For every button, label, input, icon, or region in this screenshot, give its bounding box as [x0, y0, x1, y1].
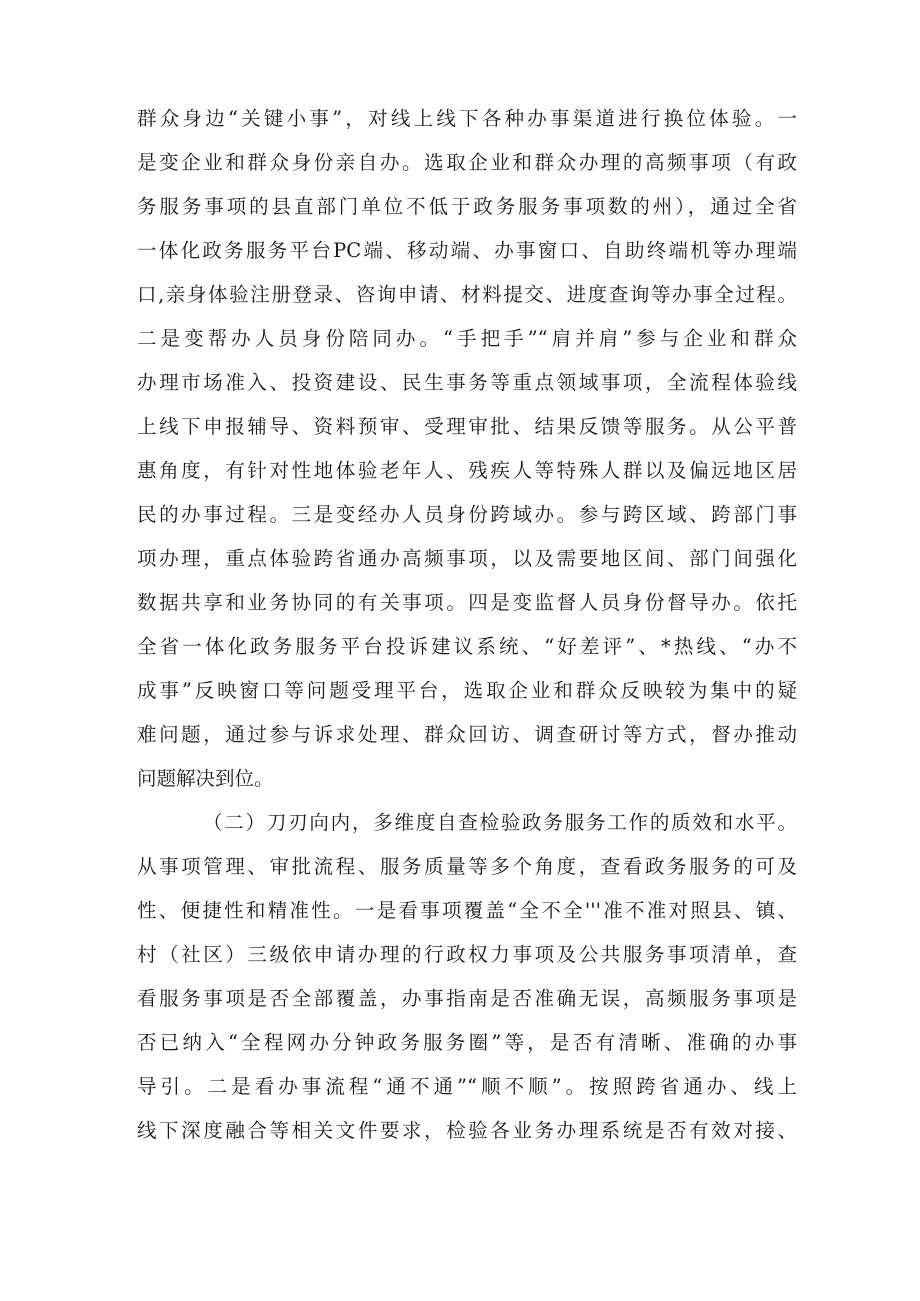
paragraph-line: 办理市场准入、投资建设、民生事务等重点领域事项，全流程体验线: [137, 371, 797, 394]
paragraph-line: 看服务事项是否全部覆盖，办事指南是否准确无误，高频服务事项是: [137, 987, 797, 1010]
paragraph-heading-line: （二）刀刃向内，多维度自查检验政务服务工作的质效和水平。: [203, 811, 797, 834]
paragraph-line: 性、便捷性和精准性。一是看事项覆盖“全不全'''准不准对照县、镇、: [137, 899, 797, 922]
paragraph-line: 问题解决到位。: [137, 767, 274, 790]
paragraph-line: 从事项管理、审批流程、服务质量等多个角度，查看政务服务的可及: [137, 855, 797, 878]
paragraph-line: 数据共享和业务协同的有关事项。四是变监督人员身份督导办。依托: [137, 591, 797, 614]
paragraph-line: 上线下申报辅导、资料预审、受理审批、结果反馈等服务。从公平普: [137, 415, 797, 438]
paragraph-line: 成事”反映窗口等问题受理平台，选取企业和群众反映较为集中的疑: [137, 679, 797, 702]
paragraph-line: 是变企业和群众身份亲自办。选取企业和群众办理的高频事项（有政: [137, 151, 797, 174]
paragraph-line: 全省一体化政务服务平台投诉建议系统、“好差评”、*热线、“办不: [137, 635, 797, 658]
paragraph-line: 项办理，重点体验跨省通办高频事项，以及需要地区间、部门间强化: [137, 547, 797, 570]
paragraph-line: 群众身边“关键小事”，对线上线下各种办事渠道进行换位体验。一: [137, 107, 797, 130]
paragraph-line: 否已纳入“全程网办分钟政务服务圈”等，是否有清晰、准确的办事: [137, 1031, 797, 1054]
paragraph-line: 村（社区）三级依申请办理的行政权力事项及公共服务事项清单，查: [137, 943, 797, 966]
paragraph-line: 民的办事过程。三是变经办人员身份跨域办。参与跨区域、跨部门事: [137, 503, 797, 526]
paragraph-line: 二是变帮办人员身份陪同办。“手把手”“肩并肩”参与企业和群众: [137, 327, 797, 350]
paragraph-line: 一体化政务服务平台PC端、移动端、办事窗口、自助终端机等办理端: [137, 239, 797, 262]
paragraph-line: 惠角度，有针对性地体验老年人、残疾人等特殊人群以及偏远地区居: [137, 459, 797, 482]
paragraph-line: 务服务事项的县直部门单位不低于政务服务事项数的州），通过全省: [137, 195, 797, 218]
paragraph-line: 难问题，通过参与诉求处理、群众回访、调查研讨等方式，督办推动: [137, 723, 797, 746]
paragraph-line: 导引。二是看办事流程“通不通”“顺不顺”。按照跨省通办、线上: [137, 1075, 797, 1098]
paragraph-line: 线下深度融合等相关文件要求，检验各业务办理系统是否有效对接、: [137, 1119, 797, 1142]
paragraph-line: 口,亲身体验注册登录、咨询申请、材料提交、进度查询等办事全过程。: [137, 283, 797, 306]
